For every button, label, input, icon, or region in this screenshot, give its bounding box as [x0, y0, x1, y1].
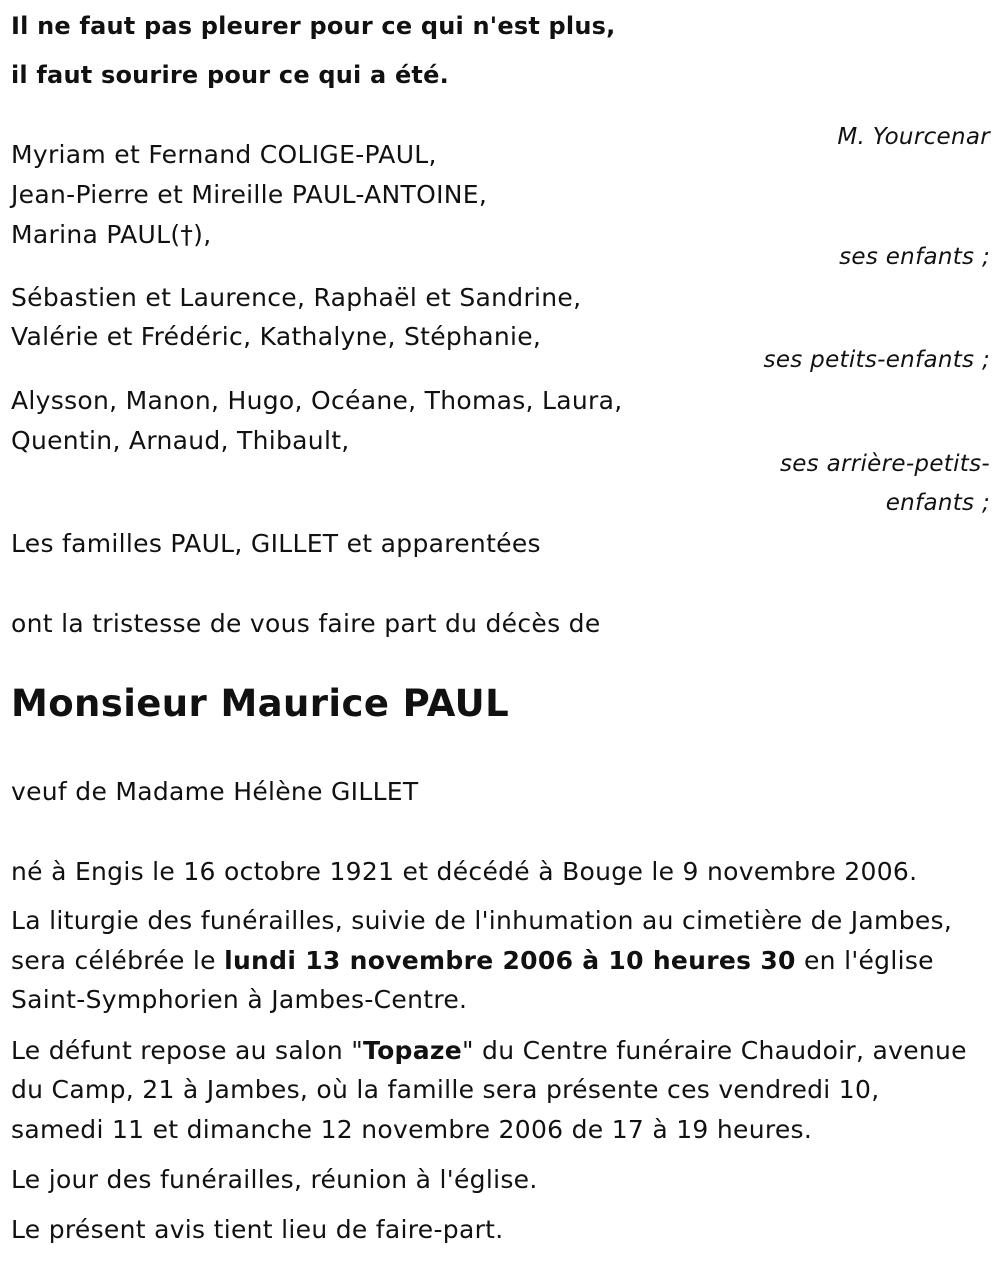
families-line: Les familles PAUL, GILLET et apparentées — [11, 529, 541, 558]
deceased-name: Monsieur Maurice PAUL — [11, 682, 510, 725]
great-grandchildren-line-1: Alysson, Manon, Hugo, Océane, Thomas, Laura, — [11, 386, 623, 415]
funeral-line-2-suffix: en l'église — [795, 946, 934, 975]
quote-line-2: il faut sourire pour ce qui a été. — [11, 61, 449, 89]
viewing-line-1-prefix: Le défunt repose au salon " — [11, 1036, 364, 1065]
announcement-line: ont la tristesse de vous faire part du décès de — [11, 609, 601, 638]
children-line-1: Myriam et Fernand COLIGE-PAUL, — [11, 140, 437, 169]
widower-line: veuf de Madame Hélène GILLET — [11, 777, 419, 806]
funeral-line-2 — [11, 946, 934, 975]
grandchildren-line-2: Valérie et Frédéric, Kathalyne, Stéphanie, — [11, 322, 542, 351]
viewing-line-1 — [11, 1036, 967, 1065]
great-grandchildren-role-line-2: enfants ; — [885, 490, 990, 516]
quote-line-1: Il ne faut pas pleurer pour ce qui n'est plus, — [11, 12, 616, 40]
great-grandchildren-role-line-1: ses arrière-petits- — [779, 451, 990, 477]
viewing-line-3: samedi 11 et dimanche 12 novembre 2006 de 17 à 19 heures. — [11, 1115, 813, 1144]
funeral-line-2-prefix: sera célébrée le — [11, 946, 225, 975]
salon-name: Topaze — [363, 1036, 463, 1065]
viewing-line-1-suffix: " du Centre funéraire Chaudoir, avenue — [462, 1036, 967, 1065]
grandchildren-line-1: Sébastien et Laurence, Raphaël et Sandrine, — [11, 283, 582, 312]
notice-line: Le présent avis tient lieu de faire-part. — [11, 1215, 504, 1244]
birth-death-line: né à Engis le 16 octobre 1921 et décédé à Bouge le 9 novembre 2006. — [11, 857, 918, 886]
grandchildren-role: ses petits-enfants ; — [763, 347, 990, 373]
children-line-2: Jean-Pierre et Mireille PAUL-ANTOINE, — [11, 180, 488, 209]
funeral-line-3: Saint-Symphorien à Jambes-Centre. — [11, 985, 468, 1014]
quote-author: M. Yourcenar — [837, 124, 990, 150]
children-role: ses enfants ; — [839, 244, 990, 270]
funeral-line-1: La liturgie des funérailles, suivie de l'inhumation au cimetière de Jambes, — [11, 906, 953, 935]
children-line-3: Marina PAUL(†), — [11, 220, 212, 249]
great-grandchildren-line-2: Quentin, Arnaud, Thibault, — [11, 426, 350, 455]
funeral-date-time: lundi 13 novembre 2006 à 10 heures 30 — [224, 946, 796, 975]
meeting-line: Le jour des funérailles, réunion à l'église. — [11, 1165, 538, 1194]
viewing-line-2: du Camp, 21 à Jambes, où la famille sera présente ces vendredi 10, — [11, 1075, 880, 1104]
